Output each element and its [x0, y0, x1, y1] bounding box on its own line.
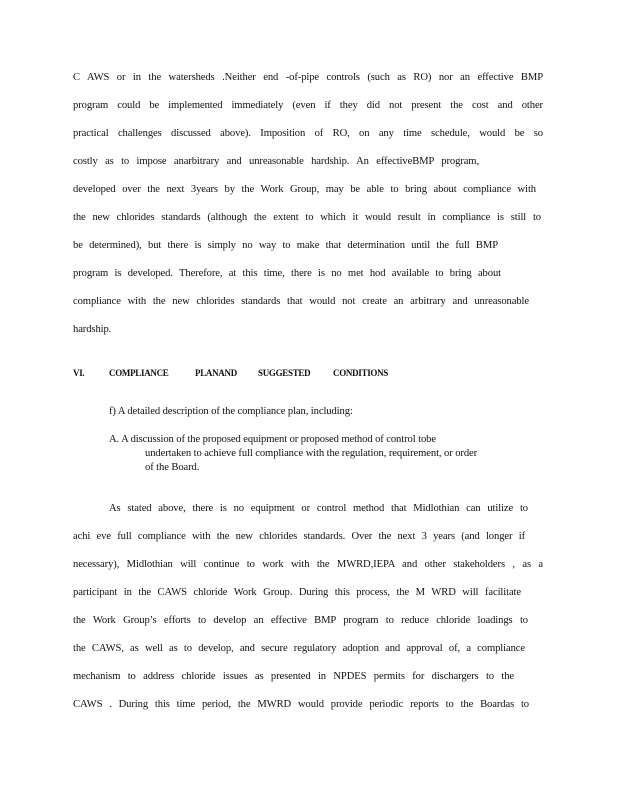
paragraph-1-line: program is developed. Therefore, at this time, there is no met hod available to bring about	[73, 268, 501, 279]
paragraph-2-line: CAWS . During this time period, the MWRD would provide periodic reports to the Boardas to	[73, 699, 529, 710]
item-a-line: A. A discussion of the proposed equipment or proposed method of control tobe	[109, 434, 436, 445]
section-title-word: SUGGESTED	[258, 368, 311, 378]
section-title-word: COMPLIANCE	[109, 368, 169, 378]
paragraph-2-line: the CAWS, as well as to develop, and secure regulatory adoption and approval of, a compliance	[73, 643, 525, 654]
item-a-line: undertaken to achieve full compliance with the regulation, requirement, or order	[145, 448, 478, 459]
paragraph-1-line: practical challenges discussed above). Imposition of RO, on any time schedule, would be so	[73, 128, 543, 139]
item-f: f) A detailed description of the compliance plan, including:	[109, 406, 353, 417]
paragraph-1-line: the new chlorides standards (although the extent to which it would result in compliance is still to	[73, 212, 541, 223]
paragraph-2-line: As stated above, there is no equipment or control method that Midlothian can utilize to	[109, 503, 528, 514]
paragraph-1-line: C AWS or in the watersheds .Neither end -of-pipe controls (such as RO) nor an effective BMP	[73, 72, 543, 83]
section-title-word: CONDITIONS	[333, 368, 389, 378]
paragraph-2-line: participant in the CAWS chloride Work Group. During this process, the M WRD will facilitate	[73, 587, 521, 598]
paragraph-1-line: developed over the next 3years by the Work Group, may be able to bring about compliance with	[73, 184, 536, 195]
paragraph-1-line: compliance with the new chlorides standards that would not create an arbitrary and unreasonable	[73, 296, 529, 307]
section-number: VI.	[73, 368, 85, 378]
paragraph-1-line: hardship.	[73, 324, 112, 335]
paragraph-1-line: program could be implemented immediately (even if they did not present the cost and other	[73, 100, 543, 111]
item-a-line: of the Board.	[145, 462, 200, 473]
paragraph-1-line: costly as to impose anarbitrary and unreasonable hardship. An effectiveBMP program,	[73, 156, 479, 167]
paragraph-2-line: necessary), Midlothian will continue to work with the MWRD,IEPA and other stakeholders , as a	[73, 559, 543, 570]
paragraph-1-line: be determined), but there is simply no way to make that determination until the full BMP	[73, 240, 498, 251]
paragraph-2-line: the Work Group’s efforts to develop an effective BMP program to reduce chloride loadings to	[73, 615, 528, 626]
paragraph-2-line: mechanism to address chloride issues as presented in NPDES permits for dischargers to the	[73, 671, 514, 682]
section-title-word: PLANAND	[195, 368, 237, 378]
paragraph-2-line: achi eve full compliance with the new chlorides standards. Over the next 3 years (and longer if	[73, 531, 525, 542]
